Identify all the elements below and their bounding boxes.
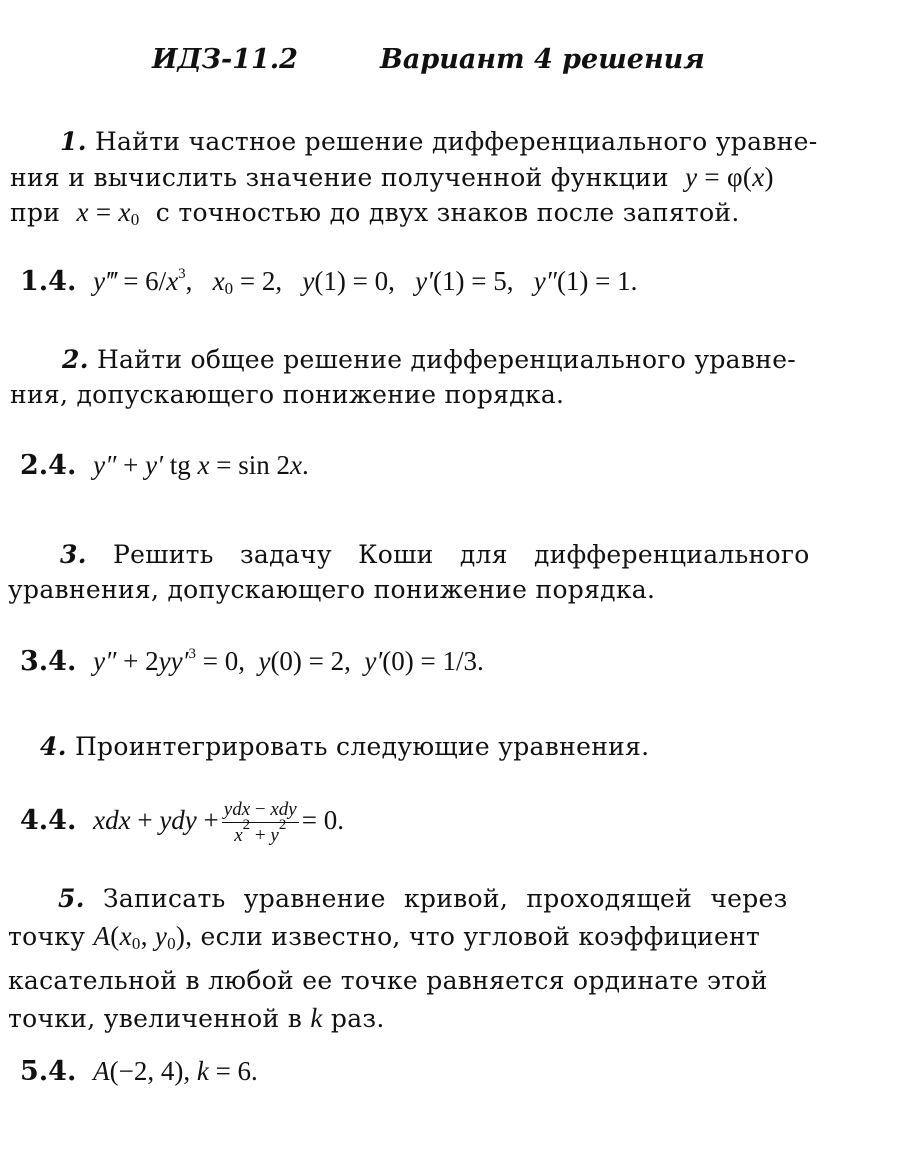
task-2-line-2: ния, допускающего понижение порядка. bbox=[10, 380, 565, 409]
item-4-4-fraction: $\frac{\text{ydx − xdy}}{x^2 + y^2}$ bbox=[223, 799, 297, 846]
item-1-4 bbox=[20, 266, 637, 297]
task-2-number: 2. bbox=[62, 345, 89, 374]
task-3-line-1: 3. Решить задачу Коши для дифференциального bbox=[60, 540, 810, 569]
task-1-line-1: 1. Найти частное решение дифференциального уравне- bbox=[60, 127, 818, 156]
task-5-k: k bbox=[310, 1003, 323, 1033]
item-2-4-formula: y″ + y′ tg x = sin 2x. bbox=[93, 450, 309, 480]
item-4-4-formula: xdx + ydy + $\frac{\text{ydx − xdy}}{x^2 + y^2}$ = 0. bbox=[93, 799, 344, 846]
task-1-point: $x = x_0$ bbox=[76, 197, 140, 229]
task-5-number: 5. bbox=[58, 884, 85, 913]
variant-title: Вариант 4 решения bbox=[380, 44, 705, 75]
task-5-point: $A(x_0$, $y_0$), bbox=[93, 921, 193, 953]
task-5-line-4: точки, увеличенной в k раз. bbox=[8, 1003, 385, 1033]
item-2-4 bbox=[20, 450, 309, 481]
item-4-4-label: 4.4. bbox=[20, 805, 77, 837]
task-1-line-3: при $x = x_0$ с точностью до двух знаков после запятой. bbox=[10, 197, 740, 229]
item-5-4-label: 5.4. bbox=[20, 1056, 77, 1087]
task-4-number: 4. bbox=[40, 732, 67, 761]
item-5-4 bbox=[20, 1056, 258, 1087]
item-3-4-formula: $y'' + 2yy'^3 = 0$, y(0) = 2, y′(0) = 1/3. bbox=[93, 646, 484, 676]
idz-code: ИДЗ-11.2 bbox=[152, 44, 298, 75]
item-2-4-label: 2.4. bbox=[20, 450, 77, 481]
item-3-4 bbox=[20, 646, 484, 677]
task-1-number: 1. bbox=[60, 127, 87, 156]
item-1-4-formula: y‴ = $6/x^3$, $x_0 = 2$, y(1) = 0, y′(1) = 5, y″(1) = 1. bbox=[93, 266, 638, 298]
task-3-line-2: уравнения, допускающего понижение порядка. bbox=[8, 575, 656, 604]
task-1-line-2: ния и вычислить значение полученной функции y = φ(x) bbox=[10, 162, 774, 192]
task-1-function: y = φ(x) bbox=[685, 162, 774, 192]
task-5-line-1: 5. Записать уравнение кривой, проходящей через bbox=[58, 884, 788, 913]
task-2-line-1: 2. Найти общее решение дифференциального уравне- bbox=[62, 345, 797, 374]
item-5-4-formula: A(−2, 4), k = 6. bbox=[93, 1056, 258, 1086]
item-3-4-label: 3.4. bbox=[20, 646, 77, 677]
task-3-number: 3. bbox=[60, 540, 87, 569]
item-4-4 bbox=[20, 800, 344, 846]
task-4-line-1: 4. Проинтегрировать следующие уравнения. bbox=[40, 732, 650, 761]
item-1-4-label: 1.4. bbox=[20, 266, 77, 297]
task-5-line-3: касательной в любой ее точке равняется ординате этой bbox=[8, 966, 768, 995]
task-5-line-2: точку $A(x_0$, $y_0$), если известно, что угловой коэффициент bbox=[8, 921, 761, 953]
